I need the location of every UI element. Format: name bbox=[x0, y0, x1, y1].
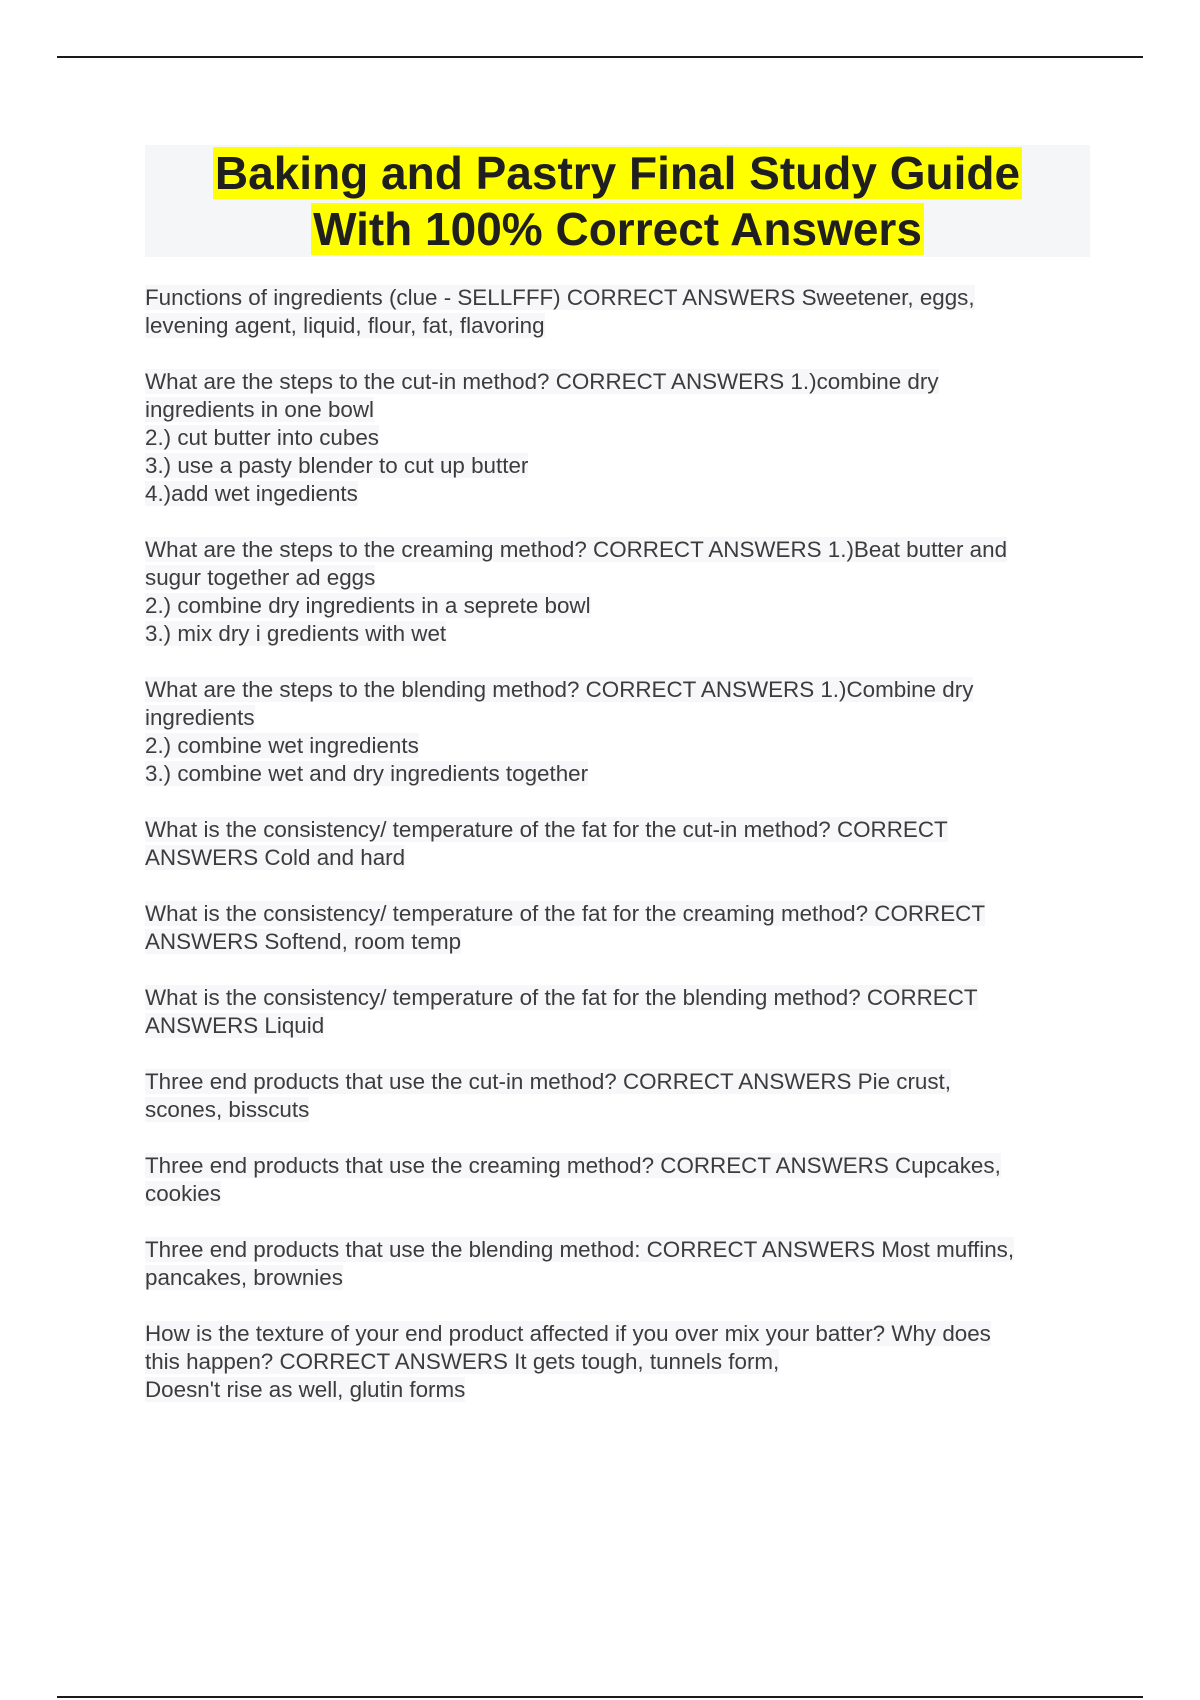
qa-entry-line: ANSWERS Liquid bbox=[145, 1013, 325, 1038]
qa-entry-line: Three end products that use the cut-in method? CORRECT ANSWERS Pie crust, bbox=[145, 1069, 951, 1094]
title-line-2: With 100% Correct Answers bbox=[313, 203, 922, 255]
qa-entry-line: What are the steps to the cut-in method? CORRECT ANSWERS 1.)combine dry bbox=[145, 369, 939, 394]
qa-entry bbox=[145, 1068, 1090, 1124]
qa-entry-line: Three end products that use the blending method: CORRECT ANSWERS Most muffins, bbox=[145, 1237, 1015, 1262]
qa-entry bbox=[145, 368, 1090, 508]
qa-entry-line: 3.) use a pasty blender to cut up butter bbox=[145, 453, 529, 478]
qa-entry bbox=[145, 900, 1090, 956]
qa-entry-line: ingredients bbox=[145, 705, 255, 730]
qa-entry-line: Three end products that use the creaming method? CORRECT ANSWERS Cupcakes, bbox=[145, 1153, 1001, 1178]
qa-entry-line: scones, bisscuts bbox=[145, 1097, 310, 1122]
qa-entry bbox=[145, 984, 1090, 1040]
qa-entry-line: Doesn't rise as well, glutin forms bbox=[145, 1377, 466, 1402]
qa-entry-line: ANSWERS Cold and hard bbox=[145, 845, 406, 870]
qa-entry-line: this happen? CORRECT ANSWERS It gets tough, tunnels form, bbox=[145, 1349, 780, 1374]
qa-entry-line: What is the consistency/ temperature of the fat for the cut-in method? CORRECT bbox=[145, 817, 948, 842]
qa-entry-line: 2.) cut butter into cubes bbox=[145, 425, 379, 450]
qa-entry-line: sugur together ad eggs bbox=[145, 565, 376, 590]
study-guide-content bbox=[145, 284, 1090, 1432]
qa-entry-line: How is the texture of your end product affected if you over mix your batter? Why does bbox=[145, 1321, 991, 1346]
header-rule bbox=[57, 56, 1143, 58]
qa-entry-line: What is the consistency/ temperature of the fat for the creaming method? CORRECT bbox=[145, 901, 986, 926]
qa-entry bbox=[145, 536, 1090, 648]
qa-entry-line: 2.) combine dry ingredients in a seprete bowl bbox=[145, 593, 591, 618]
qa-entry-line: ANSWERS Softend, room temp bbox=[145, 929, 462, 954]
qa-entry-line: 3.) combine wet and dry ingredients together bbox=[145, 761, 589, 786]
qa-entry bbox=[145, 1236, 1090, 1292]
qa-entry-line: ingredients in one bowl bbox=[145, 397, 375, 422]
qa-entry-line: cookies bbox=[145, 1181, 221, 1206]
qa-entry-line: Functions of ingredients (clue - SELLFFF) CORRECT ANSWERS Sweetener, eggs, bbox=[145, 285, 975, 310]
qa-entry-line: 3.) mix dry i gredients with wet bbox=[145, 621, 447, 646]
qa-entry bbox=[145, 816, 1090, 872]
qa-entry-line: pancakes, brownies bbox=[145, 1265, 343, 1290]
qa-entry bbox=[145, 1152, 1090, 1208]
document-title bbox=[145, 145, 1090, 257]
qa-entry-line: levening agent, liquid, flour, fat, flavoring bbox=[145, 313, 545, 338]
qa-entry-line: 2.) combine wet ingredients bbox=[145, 733, 419, 758]
qa-entry-line: 4.)add wet ingedients bbox=[145, 481, 358, 506]
qa-entry-line: What are the steps to the blending method? CORRECT ANSWERS 1.)Combine dry bbox=[145, 677, 974, 702]
footer-rule bbox=[57, 1696, 1143, 1698]
qa-entry bbox=[145, 1320, 1090, 1404]
qa-entry-line: What is the consistency/ temperature of the fat for the blending method? CORRECT bbox=[145, 985, 978, 1010]
qa-entry-line: What are the steps to the creaming method? CORRECT ANSWERS 1.)Beat butter and bbox=[145, 537, 1008, 562]
title-line-1: Baking and Pastry Final Study Guide bbox=[214, 147, 1021, 199]
qa-entry bbox=[145, 676, 1090, 788]
qa-entry bbox=[145, 284, 1090, 340]
